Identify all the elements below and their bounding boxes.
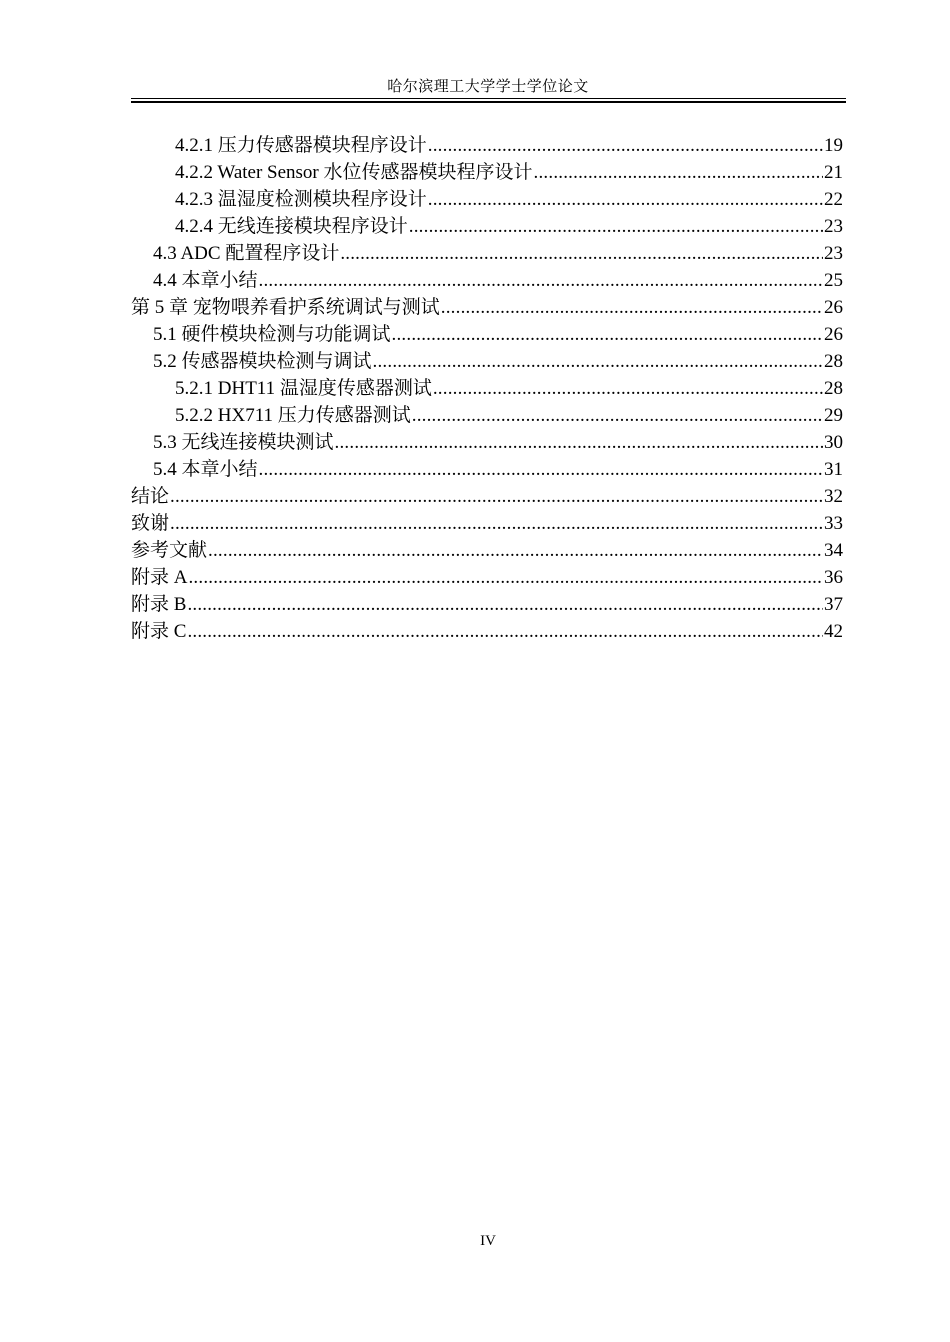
toc-dot-leader [188,564,823,591]
toc-dot-leader [170,483,823,510]
toc-entry-page: 29 [824,405,843,426]
toc-entry[interactable] [131,159,843,186]
toc-entry-title: 结论 [131,486,170,507]
toc-entry-title: 5.2.2 HX711 压力传感器测试 [175,405,411,426]
toc-entry-page: 31 [824,459,843,480]
toc-dot-leader [428,186,823,213]
toc-entry-title: 5.1 硬件模块检测与功能调试 [153,324,391,345]
toc-entry-title: 5.2 传感器模块检测与调试 [153,351,372,372]
toc-entry-title: 5.2.1 DHT11 温湿度传感器测试 [175,378,432,399]
toc-dot-leader [373,348,823,375]
toc-entry-page: 36 [824,567,843,588]
toc-entry[interactable] [131,294,843,321]
toc-entry-title: 4.4 本章小结 [153,270,258,291]
toc-entry-page: 30 [824,432,843,453]
toc-entry-title: 4.2.1 压力传感器模块程序设计 [175,135,427,156]
toc-dot-leader [335,429,823,456]
toc-entry-title: 4.2.4 无线连接模块程序设计 [175,216,408,237]
toc-entry-page: 32 [824,486,843,507]
toc-entry[interactable] [131,402,843,429]
toc-dot-leader [412,402,823,429]
toc-entry-page: 25 [824,270,843,291]
toc-dot-leader [187,591,823,618]
toc-entry[interactable] [131,321,843,348]
toc-entry-title: 4.3 ADC 配置程序设计 [153,243,340,264]
toc-dot-leader [392,321,823,348]
toc-entry-page: 23 [824,243,843,264]
toc-entry[interactable] [131,267,843,294]
toc-entry-page: 26 [824,324,843,345]
toc-entry-title: 4.2.3 温湿度检测模块程序设计 [175,189,427,210]
running-header: 哈尔滨理工大学学士学位论文 [387,79,589,95]
toc-entry[interactable] [131,591,843,618]
toc-dot-leader [409,213,823,240]
page-number: IV [480,1233,496,1249]
toc-entry-page: 28 [824,378,843,399]
toc-entry-title: 附录 A [131,567,188,588]
toc-entry-title: 第 5 章 宠物喂养看护系统调试与测试 [131,297,440,318]
toc-entry[interactable] [131,456,843,483]
toc-dot-leader [187,618,823,645]
toc-entry-page: 19 [824,135,843,156]
toc-entry[interactable] [131,537,843,564]
toc-entry-page: 22 [824,189,843,210]
toc-dot-leader [534,159,823,186]
toc-entry-title: 5.4 本章小结 [153,459,258,480]
toc-entry-page: 42 [824,621,843,642]
toc-dot-leader [259,267,823,294]
toc-dot-leader [441,294,823,321]
toc-entry[interactable] [131,186,843,213]
toc-entry[interactable] [131,429,843,456]
toc-entry-page: 33 [824,513,843,534]
toc-dot-leader [428,132,823,159]
toc-entry-title: 4.2.2 Water Sensor 水位传感器模块程序设计 [175,162,533,183]
toc-entry[interactable] [131,618,843,645]
toc-entry-page: 26 [824,297,843,318]
toc-entry-title: 5.3 无线连接模块测试 [153,432,334,453]
toc-entry-title: 致谢 [131,513,170,534]
toc-dot-leader [259,456,823,483]
toc-entry[interactable] [131,564,843,591]
toc-dot-leader [340,240,823,267]
header-rule-thick [131,101,846,103]
toc-entry-title: 参考文献 [131,540,208,561]
toc-entry-page: 23 [824,216,843,237]
toc-dot-leader [170,510,823,537]
toc-dot-leader [208,537,823,564]
toc-entry[interactable] [131,213,843,240]
toc-entry-page: 28 [824,351,843,372]
toc-entry[interactable] [131,132,843,159]
toc-entry-title: 附录 B [131,594,187,615]
toc-entry-page: 21 [824,162,843,183]
toc-entry-page: 34 [824,540,843,561]
toc-entry-page: 37 [824,594,843,615]
toc-entry-title: 附录 C [131,621,187,642]
header-rule-thin [131,98,846,99]
toc-entry[interactable] [131,483,843,510]
toc-dot-leader [433,375,823,402]
toc-entry[interactable] [131,348,843,375]
table-of-contents [131,132,843,645]
toc-entry[interactable] [131,375,843,402]
toc-entry[interactable] [131,510,843,537]
toc-entry[interactable] [131,240,843,267]
